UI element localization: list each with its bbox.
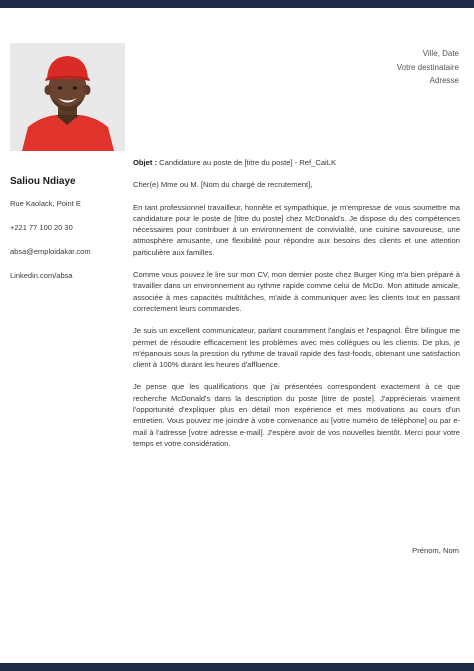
letter-paragraph: Comme vous pouvez le lire sur mon CV, mon dernier poste chez Burger King m'a bien préparé à travailler dans un environnement au rythme rapide comme celui de McDo. Mon attitude amicale, associée à mes capacités multitâches, m'aide à communiquer avec les clients tout en passant correctement leurs commandes. [133, 270, 460, 313]
profile-address: Rue Kaolack, Point E [10, 199, 81, 208]
letter-subject [133, 157, 460, 168]
subject-label: Objet : [133, 158, 158, 167]
profile-linkedin: Linkedin.com/absa [10, 271, 73, 280]
profile-name: Saliou Ndiaye [10, 176, 76, 187]
city-date: Ville, Date [422, 49, 459, 58]
profile-photo [10, 43, 125, 151]
person-illustration [10, 43, 125, 151]
recipient: Votre destinataire [396, 62, 459, 72]
letter-signature: Prénom, Nom [412, 546, 459, 555]
letter-paragraph: En tant professionnel travailleur, honnête et sympathique, je m'empresse de vous soumettre ma candidature pour le poste de [titre du poste] chez McDonald's. Je dispose du des compétences nécessaires pour contribuer à un environnement de convivialité, une cuisine savoureuse, une atmosphère amusante, une flexibilité pour répondre aux besoins des clients et une attention particulière aux familles. [133, 202, 460, 257]
letter-paragraph: Je suis un excellent communicateur, parlant couramment l'anglais et l'espagnol. Être bilingue me permet de résoudre efficacement les problèmes avec mes collègues ou les clients. De plus, je m'épanouis sous la pression du rythme de travail rapide des fast-foods, obtenant une satisfaction client à 100% durant les heures d'affluence. [133, 326, 460, 370]
profile-sidebar [10, 176, 130, 295]
bottom-accent-bar [0, 663, 474, 671]
recipient-address: Adresse [429, 76, 459, 85]
subject-text: Candidature au poste de [titre du poste] - Ref_CaiLK [157, 158, 337, 167]
sender-block [397, 47, 459, 88]
profile-phone: +221 77 100 20 30 [10, 223, 73, 232]
profile-email: absa@emploidakar.com [10, 247, 91, 256]
letter-salutation: Cher(e) Mme ou M. [Nom du chargé de recrutement], [133, 180, 313, 190]
letter-paragraph: Je pense que les qualifications que j'ai présentées correspondent exactement à ce que recherche McDonald's dans la description du poste [titre de poste]. J'apprécierais vraiment l'opportunité d'expliquer plus en détail mon expérience et mes motivations au cours d'un entretien. Vous pouvez me joindre à votre convenance au [votre numéro de téléphone] ou par e-mail à l'adresse [votre adresse e-mail]. J'espère avoir de vos nouvelles bientôt. Merci pour votre temps et votre considération. [133, 382, 460, 448]
top-accent-bar [0, 0, 474, 8]
letter-body [133, 157, 460, 460]
